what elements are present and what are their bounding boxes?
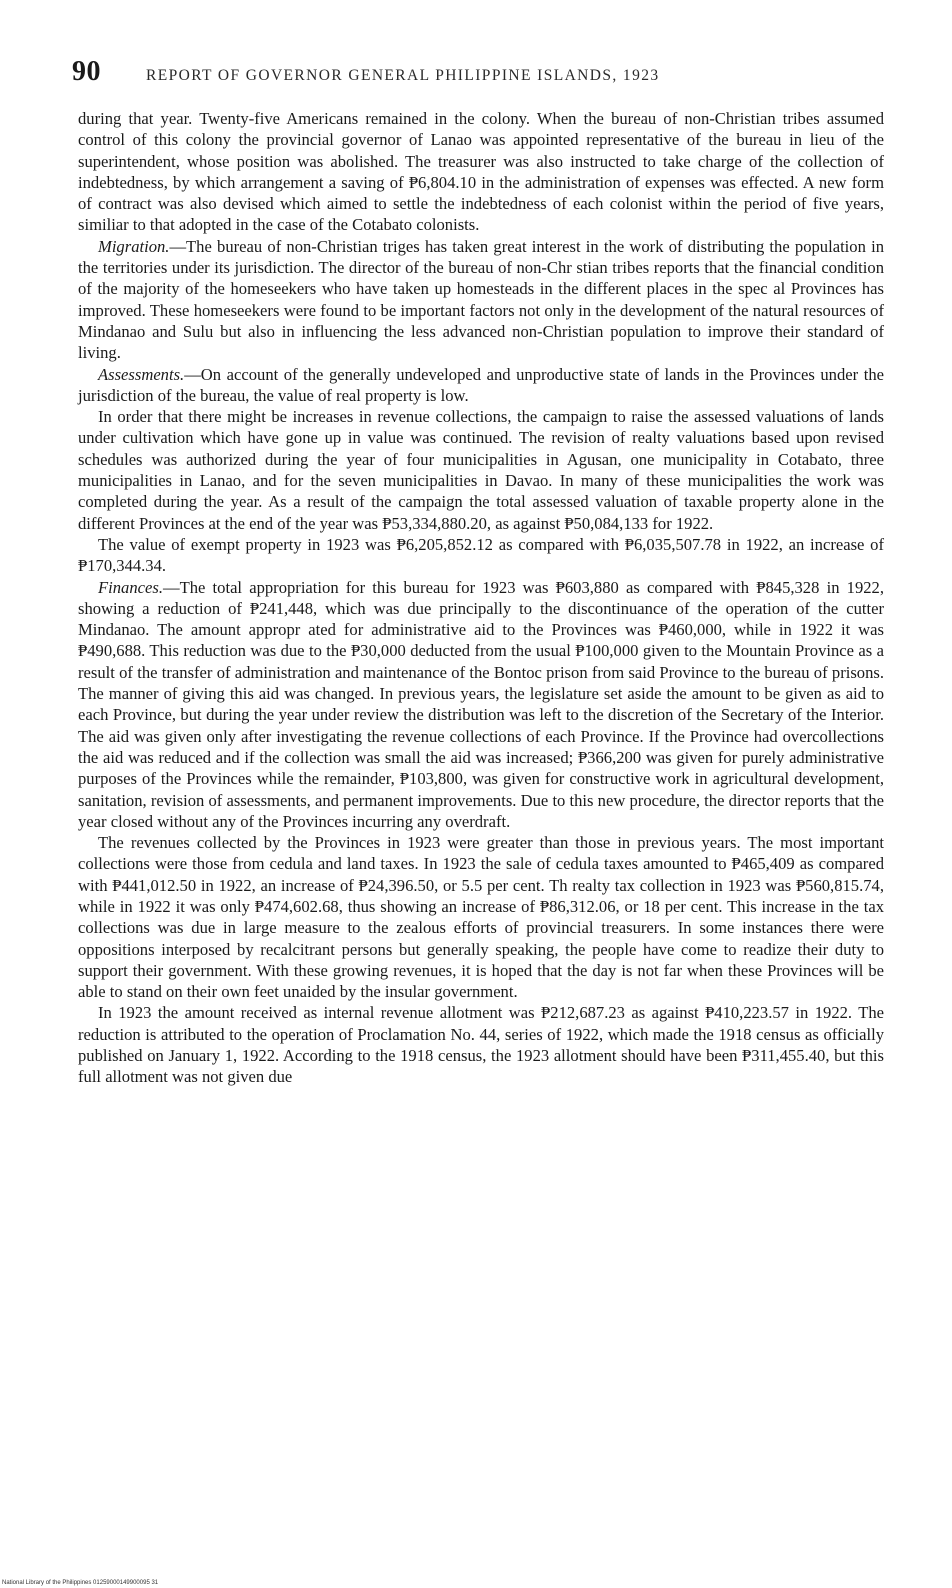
paragraph-assessments [78, 364, 884, 407]
running-head: REPORT OF GOVERNOR GENERAL PHILIPPINE ISLANDS, 1923 [146, 67, 660, 84]
paragraph-finances [78, 577, 884, 833]
scan-credit-footer: National Library of the Philippines 01259000149900095 31 [2, 1580, 159, 1586]
paragraph-internal-revenue [78, 1002, 884, 1087]
paragraph-text: —The bureau of non-Christian triges has taken great interest in the work of distributing the population in the territories under its jurisdiction. The director of the bureau of non-Chr stian tribes reports that the financial condition of the majority of the homeseekers who have taken up homesteads in the different places in the spec al Provinces has improved. These homeseekers were found to be important factors not only in the development of the natural resources of Mindanao and Sulu but also in influencing the less advanced non-Christian population to improve their standard of living. [78, 236, 884, 363]
page-number: 90 [72, 56, 101, 87]
paragraph-text: —On account of the generally undeveloped and unproductive state of lands in the Provinces under the jurisdiction of the bureau, the value of real property is low. [78, 364, 884, 405]
run-in-heading-finances: Finances. [98, 577, 163, 597]
paragraph-text: In 1923 the amount received as internal revenue allotment was ₱212,687.23 as against ₱410,223.57 in 1922. The reduction is attributed to the operation of Proclamation No. 44, series of 1922, which made the 1918 census as officially published on January 1, 1922. According to the 1918 census, the 1923 allotment should have been ₱311,455.40, but this full allotment was not given due [78, 1003, 884, 1087]
paragraph-revenues [78, 832, 884, 1002]
run-in-heading-assessments: Assessments. [98, 364, 185, 384]
paragraph-revaluation [78, 406, 884, 534]
paragraph-migration [78, 236, 884, 364]
run-in-heading-migration: Migration. [98, 236, 170, 256]
body-text [78, 108, 884, 1088]
page-header [72, 56, 882, 96]
paragraph-colony [78, 108, 884, 236]
paragraph-text: The value of exempt property in 1923 was ₱6,205,852.12 as compared with ₱6,035,507.78 in 1922, an increase of ₱170,344.34. [78, 534, 884, 576]
paragraph-text: during that year. Twenty-five Americans remained in the colony. When the bureau of non-Christian tribes assumed control of this colony the provincial governor of Lanao was appointed representative of the bureau in lieu of the superintendent, whose position was abolished. The treasurer was also instructed to take charge of the collection of indebtedness, by which arrangement a saving of ₱6,804.10 in the administration of expenses was effected. A new form of contract was also devised which aimed to settle the indebtedness of each colonist within the period of five years, similiar to that adopted in the case of the Cotabato colonists. [78, 109, 884, 235]
paragraph-text: —The total appropriation for this bureau for 1923 was ₱603,880 as compared with ₱845,328 in 1922, showing a reduction of ₱241,448, which was due principally to the discontinuance of the operation of the cutter Mindanao. The amount appropr ated for administrative aid to the Provinces was ₱460,000, while in 1922 it was ₱490,688. This reduction was due to the ₱30,000 deducted from the usual ₱100,000 given to the Mountain Province as a result of the transfer of administration and maintenance of the Bontoc prison from said Province to the bureau of prisons. The manner of giving this aid was changed. In previous years, the legislature set aside the amount to be given as aid to each Province, but during the year under review the distribution was left to the discretion of the Secretary of the Interior. The aid was given only after investigating the revenue collections of each Province. If the Province had overcollections the aid was reduced and if the collection was small the aid was increased; ₱366,200 was given for purely administrative purposes of the Provinces while the remainder, ₱103,800, was given for constructive work in agricultural development, sanitation, revision of assessments, and permanent improvements. Due to this new procedure, the director reports that the year closed without any of the Provinces incurring any overdraft. [78, 577, 884, 831]
paragraph-exempt-property [78, 534, 884, 577]
paragraph-text: In order that there might be increases in revenue collections, the campaign to raise the assessed valuations of lands under cultivation which have gone up in value was continued. The revision of realty valuations based upon revised schedules was authorized during the year of four municipalities in Agusan, one municipality in Cotabato, three municipalities in Lanao, and for the seven municipalities in Davao. In many of these municipalities the work was completed during the year. As a result of the campaign the total assessed valuation of taxable property alone in the different Provinces at the end of the year was ₱53,334,880.20, as against ₱50,084,133 for 1922. [78, 407, 884, 533]
paragraph-text: The revenues collected by the Provinces in 1923 were greater than those in previous years. The most important collections were those from cedula and land taxes. In 1923 the sale of cedula taxes amounted to ₱465,409 as compared with ₱441,012.50 in 1922, an increase of ₱24,396.50, or 5.5 per cent. Th realty tax collection in 1923 was ₱560,815.74, while in 1922 it was only ₱474,602.68, thus showing an increase of ₱86,312.06, or 18 per cent. This increase in the tax collections was due in large measure to the zealous efforts of provincial treasurers. In some instances there were oppositions interposed by recalcitrant persons but generally speaking, the people have come to readize their duty to support their government. With these growing revenues, it is hoped that the day is not far when these Provinces will be able to stand on their own feet unaided by the insular government. [78, 833, 884, 1002]
